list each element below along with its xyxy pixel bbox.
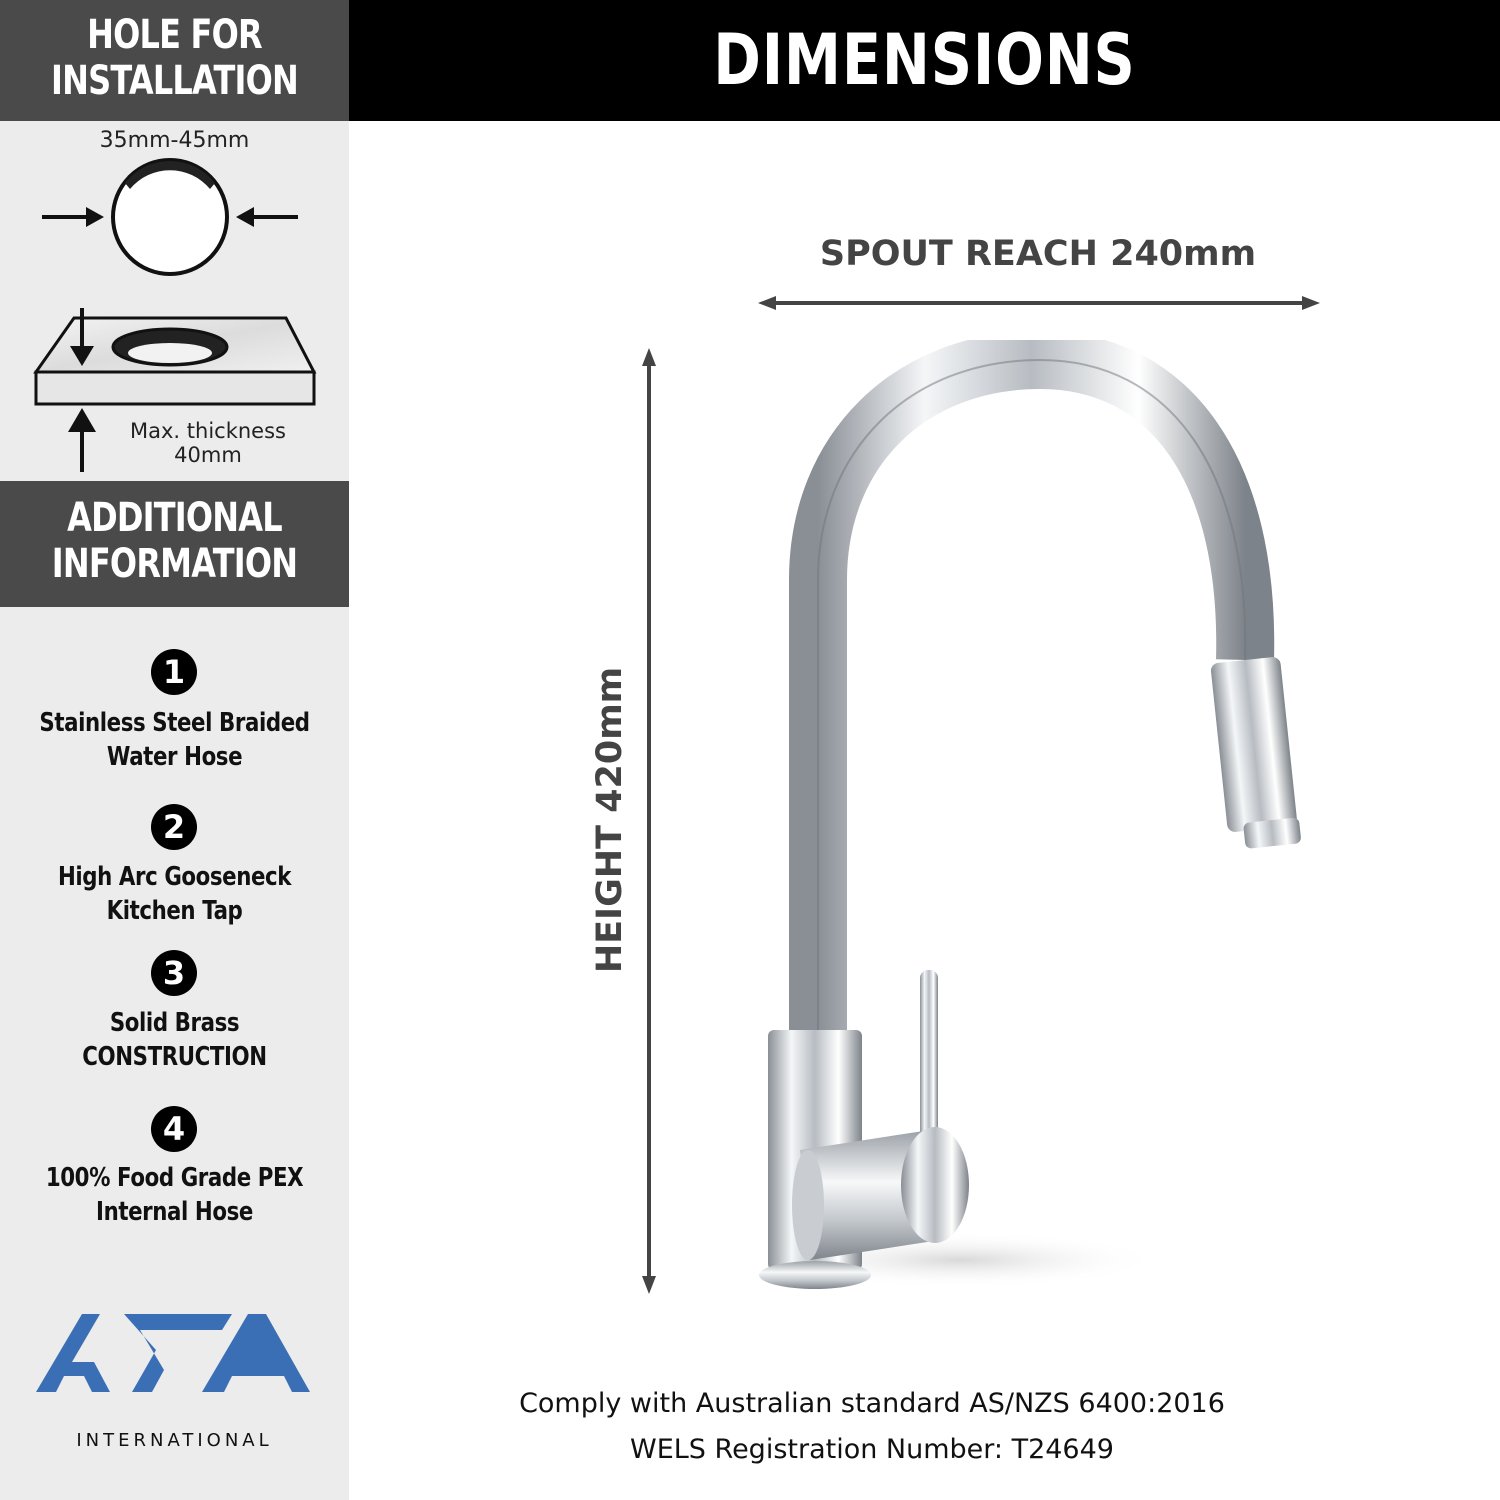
feature-1-line-1: Stainless Steel Braided	[39, 708, 310, 738]
height-label: HEIGHT 420mm	[590, 666, 630, 974]
max-thickness-line-2: 40mm	[174, 443, 242, 467]
standard-compliance-text: Comply with Australian standard AS/NZS 6400:2016	[519, 1388, 1225, 1419]
brand-name: INTERNATIONAL	[76, 1430, 273, 1451]
feature-1-text	[0, 706, 349, 774]
aca-logo-icon	[36, 1312, 312, 1394]
wels-registration-text: WELS Registration Number: T24649	[630, 1434, 1114, 1465]
hole-size-label: 35mm-45mm	[99, 128, 250, 153]
feature-2-line-1: High Arc Gooseneck	[57, 862, 292, 892]
page-title: DIMENSIONS	[713, 19, 1136, 101]
feature-number-2: 2	[151, 804, 197, 850]
feature-3-line-2: CONSTRUCTION	[82, 1042, 267, 1072]
feature-4-line-1: 100% Food Grade PEX	[45, 1163, 304, 1193]
additional-information-header	[0, 481, 349, 607]
feature-4-text	[0, 1161, 349, 1229]
feature-4-line-2: Internal Hose	[96, 1197, 253, 1227]
hole-header-line-1: HOLE FOR	[87, 12, 262, 58]
hole-header-line-2: INSTALLATION	[50, 58, 299, 104]
feature-1-line-2: Water Hose	[106, 742, 243, 772]
spout-reach-label: SPOUT REACH 240mm	[819, 234, 1257, 274]
feature-number-4: 4	[151, 1106, 197, 1152]
feature-number-3: 3	[151, 950, 197, 996]
feature-2-line-2: Kitchen Tap	[106, 896, 243, 926]
additional-header-line-2: INFORMATION	[51, 541, 298, 587]
max-thickness-line-1: Max. thickness	[130, 419, 286, 443]
feature-2-text	[0, 860, 349, 928]
additional-header-line-1: ADDITIONAL	[67, 495, 282, 541]
max-thickness-label	[108, 419, 308, 467]
feature-3-text	[0, 1006, 349, 1074]
height-arrow-icon	[638, 346, 660, 1296]
feature-number-1: 1	[151, 649, 197, 695]
kitchen-tap-image	[740, 340, 1340, 1300]
hole-diameter-icon	[30, 155, 320, 285]
hole-for-installation-header	[0, 0, 349, 121]
feature-3-line-1: Solid Brass	[109, 1008, 240, 1038]
spout-reach-arrow-icon	[756, 292, 1322, 314]
